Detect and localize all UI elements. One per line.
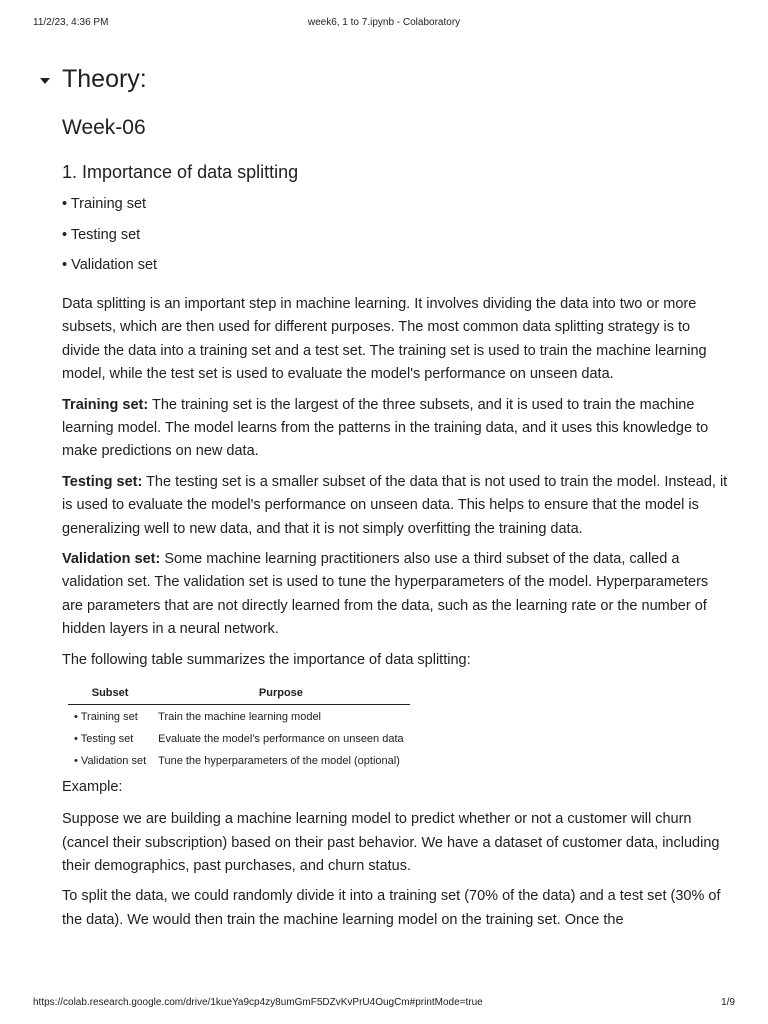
table-cell: • Validation set [68,749,152,771]
definition-validation [62,548,732,642]
example-paragraph: To split the data, we could randomly divide it into a training set (70% of the data) and a test set (30% of the data). We would then train the machine learning model on the training set. Once the [62,888,721,928]
definition-text: Some machine learning practitioners also use a third subset of the data, called a validation set. The validation set is used to tune the hyperparameters of the model. Hyperparameters are parameters that are not directly learned from the data, such as the learning rate or the number of hidden layers in a neural network. [62,551,709,638]
example-paragraph: Suppose we are building a machine learning model to predict whether or not a customer will churn (cancel their subscription) based on their past behavior. We have a dataset of customer data, including their demographics, past purchases, and churn status. [62,811,720,874]
summary-table [68,682,410,771]
print-datetime: 11/2/23, 4:36 PM [33,17,109,28]
print-url: https://colab.research.google.com/drive/1kueYa9cp4zy8umGmF5DZvKvPrU4OugCm#printMode=true [33,997,483,1008]
print-footer [33,997,735,1011]
week-heading: Week-06 [62,116,146,139]
intro-paragraph: Data splitting is an important step in machine learning. It involves dividing the data into two or more subsets, which are then used for different purposes. The most common data splitting strategy is to divide the data into a training set and a test set. The training set is used to train the machine learning model, while the test set is used to evaluate the model's performance on unseen data. [62,296,707,383]
column-header-subset: Subset [68,682,152,705]
column-header-purpose: Purpose [152,682,409,705]
list-item: • Training set [62,194,732,214]
section-title: Theory: [62,65,147,93]
table-row [68,749,410,771]
table-cell: • Training set [68,705,152,728]
table-intro: The following table summarizes the importance of data splitting: [62,651,471,668]
table-row [68,705,410,728]
table-cell: Tune the hyperparameters of the model (optional) [158,755,400,768]
table-row [68,727,410,749]
definition-term: Testing set: [62,473,143,490]
print-header [33,17,735,31]
table-cell: Evaluate the model's performance on unseen data [158,733,404,746]
page-number: 1/9 [721,997,735,1008]
notebook-content [62,62,732,939]
definition-text: The testing set is a smaller subset of the data that is not used to train the model. Instead, it is used to evaluate the model's performance on unseen data. This helps to ensure that the model is generalizing well to new data, and that it is not simply overfitting the training data. [62,473,728,537]
section-toggle[interactable] [38,74,52,88]
list-item: • Validation set [62,255,732,275]
print-title: week6, 1 to 7.ipynb - Colaboratory [307,17,461,28]
subset-list [62,194,732,275]
definition-training [62,394,732,464]
definition-term: Training set: [62,396,149,413]
definition-text: The training set is the largest of the three subsets, and it is used to train the machine learning model. The model learns from the patterns in the training data, and it uses this knowledge to make predictions on new data. [62,396,709,460]
definition-term: Validation set: [62,551,161,568]
topic-heading: 1. Importance of data splitting [62,162,299,182]
section-header [62,62,732,96]
table-cell: Train the machine learning model [158,711,322,724]
table-cell: • Testing set [68,727,152,749]
table-header-row [68,682,410,705]
caret-down-icon [38,74,52,88]
example-label: Example: [62,779,123,796]
list-item: • Testing set [62,225,732,245]
definition-testing [62,471,732,541]
